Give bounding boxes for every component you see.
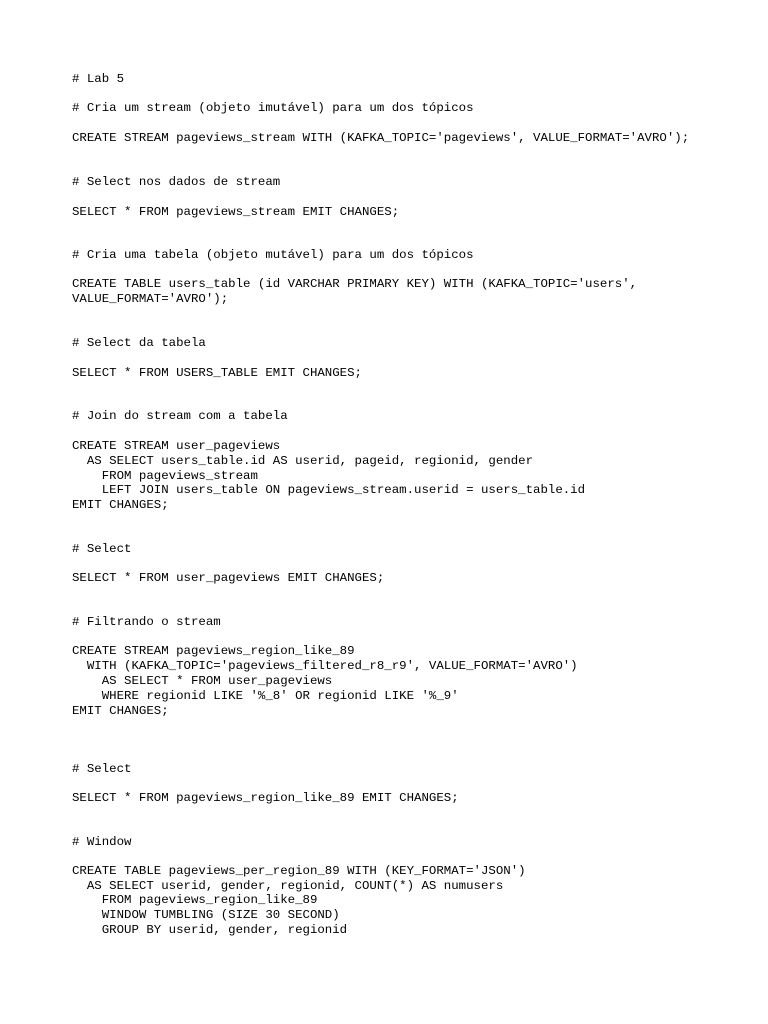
code-line: CREATE STREAM pageviews_region_like_89 xyxy=(72,644,355,658)
code-line: AS SELECT users_table.id AS userid, pageid, regionid, gender xyxy=(72,454,534,468)
code-line: CREATE TABLE users_table (id VARCHAR PRIMARY KEY) WITH (KAFKA_TOPIC='users', xyxy=(72,277,638,291)
code-line: WITH (KAFKA_TOPIC='pageviews_filtered_r8_r9', VALUE_FORMAT='AVRO') xyxy=(72,659,578,673)
comment-line: # Select xyxy=(72,762,132,776)
code-line: EMIT CHANGES; xyxy=(72,704,169,718)
comment-line: # Select xyxy=(72,542,132,556)
code-line: SELECT * FROM pageviews_region_like_89 EMIT CHANGES; xyxy=(72,791,459,805)
code-line: CREATE STREAM user_pageviews xyxy=(72,439,281,453)
code-line: SELECT * FROM pageviews_stream EMIT CHANGES; xyxy=(72,205,400,219)
comment-line: # Window xyxy=(72,835,132,849)
code-line: LEFT JOIN users_table ON pageviews_stream.userid = users_table.id xyxy=(72,483,586,497)
code-line: WINDOW TUMBLING (SIZE 30 SECOND) xyxy=(72,908,340,922)
code-line: SELECT * FROM USERS_TABLE EMIT CHANGES; xyxy=(72,366,362,380)
comment-line: # Cria uma tabela (objeto mutável) para um dos tópicos xyxy=(72,248,474,262)
code-line: SELECT * FROM user_pageviews EMIT CHANGES; xyxy=(72,571,385,585)
code-line: CREATE TABLE pageviews_per_region_89 WITH (KEY_FORMAT='JSON') xyxy=(72,864,526,878)
comment-line: # Join do stream com a tabela xyxy=(72,409,288,423)
code-line: VALUE_FORMAT='AVRO'); xyxy=(72,292,229,306)
comment-line: # Select nos dados de stream xyxy=(72,175,281,189)
comment-line: # Cria um stream (objeto imutável) para um dos tópicos xyxy=(72,101,474,115)
comment-line: # Select da tabela xyxy=(72,336,206,350)
code-line: EMIT CHANGES; xyxy=(72,498,169,512)
code-line: WHERE regionid LIKE '%_8' OR regionid LIKE '%_9' xyxy=(72,689,459,703)
comment-line: # Filtrando o stream xyxy=(72,615,221,629)
code-line: AS SELECT userid, gender, regionid, COUNT(*) AS numusers xyxy=(72,879,504,893)
comment-line: # Lab 5 xyxy=(72,72,125,86)
code-line: CREATE STREAM pageviews_stream WITH (KAFKA_TOPIC='pageviews', VALUE_FORMAT='AVRO'); xyxy=(72,131,690,145)
code-line: AS SELECT * FROM user_pageviews xyxy=(72,674,333,688)
code-line: FROM pageviews_stream xyxy=(72,469,258,483)
code-line: GROUP BY userid, gender, regionid xyxy=(72,923,348,937)
code-line: FROM pageviews_region_like_89 xyxy=(72,893,318,907)
